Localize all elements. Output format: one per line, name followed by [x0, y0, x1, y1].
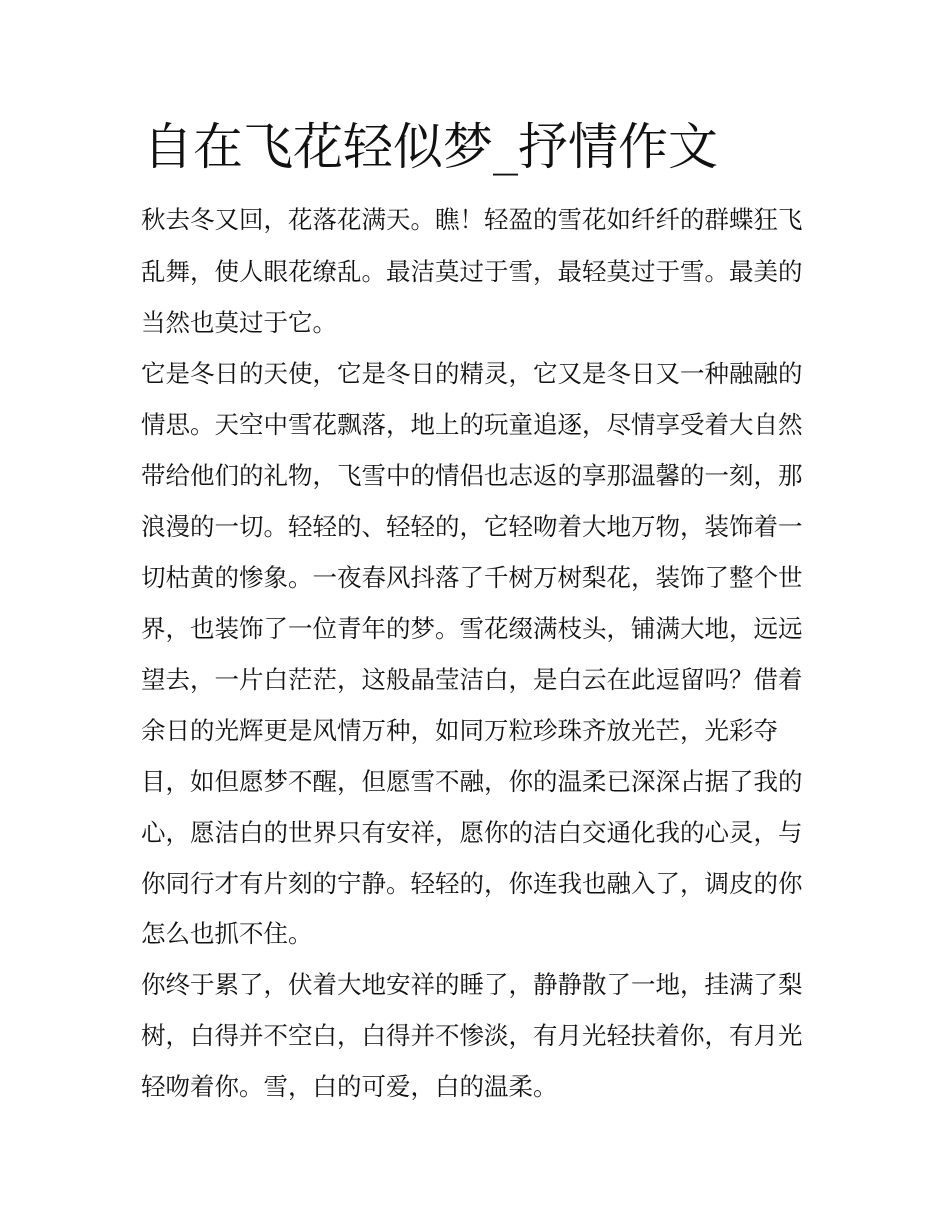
- paragraph-2-line-9: 目，如但愿梦不醒，但愿雪不融，你的温柔已深深占据了我的: [141, 767, 803, 796]
- paragraph-2-line-2: 情思。天空中雪花飘落，地上的玩童追逐，尽情享受着大自然: [141, 410, 803, 439]
- paragraph-1-line-1: 秋去冬又回，花落花满天。瞧！轻盈的雪花如纤纤的群蝶狂飞: [141, 205, 803, 234]
- paragraph-2-line-3: 带给他们的礼物，飞雪中的情侣也志返的享那温馨的一刻，那: [141, 461, 803, 490]
- paragraph-2-line-11: 你同行才有片刻的宁静。轻轻的，你连我也融入了，调皮的你: [141, 869, 803, 898]
- paragraph-2-line-6: 界，也装饰了一位青年的梦。雪花缀满枝头，铺满大地，远远: [141, 614, 803, 643]
- paragraph-1-line-2: 乱舞，使人眼花缭乱。最洁莫过于雪，最轻莫过于雪。最美的: [141, 257, 803, 286]
- paragraph-3-line-3: 轻吻着你。雪，白的可爱，白的温柔。: [141, 1072, 558, 1101]
- paragraph-2-line-7: 望去，一片白茫茫，这般晶莹洁白，是白云在此逗留吗？借着: [141, 665, 803, 694]
- paragraph-2-line-12: 怎么也抓不住。: [141, 919, 313, 948]
- paragraph-2-line-8: 余日的光辉更是风情万种，如同万粒珍珠齐放光芒，光彩夺: [141, 716, 778, 745]
- paragraph-3-line-1: 你终于累了，伏着大地安祥的睡了，静静散了一地，挂满了梨: [141, 970, 803, 999]
- paragraph-3-line-2: 树，白得并不空白，白得并不惨淡，有月光轻扶着你，有月光: [141, 1021, 803, 1050]
- document-title: 自在飞花轻似梦_抒情作文: [143, 118, 718, 176]
- paragraph-2-line-5: 切枯黄的惨象。一夜春风抖落了千树万树梨花，装饰了整个世: [141, 563, 803, 592]
- paragraph-2-line-1: 它是冬日的天使，它是冬日的精灵，它又是冬日又一种融融的: [141, 359, 803, 388]
- paragraph-2-line-10: 心，愿洁白的世界只有安祥，愿你的洁白交通化我的心灵，与: [141, 818, 803, 847]
- paragraph-1-line-3: 当然也莫过于它。: [141, 308, 337, 337]
- paragraph-2-line-4: 浪漫的一切。轻轻的、轻轻的，它轻吻着大地万物，装饰着一: [141, 512, 803, 541]
